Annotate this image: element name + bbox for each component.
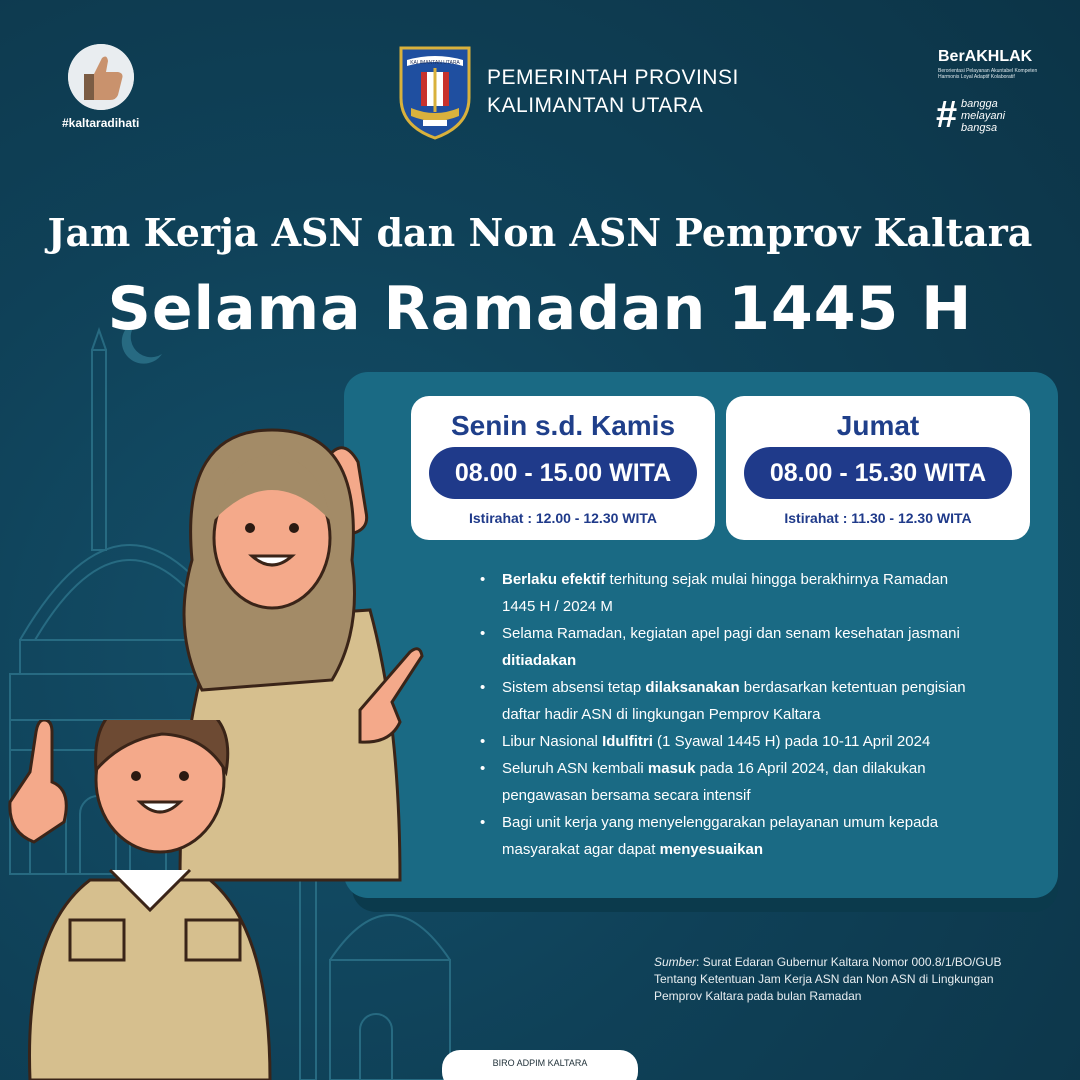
list-item (480, 674, 980, 728)
point-text: berdasarkan ketentuan pengisian daftar hadir ASN di lingkungan Pemprov Kaltara (502, 679, 966, 723)
page-title-line1: Jam Kerja ASN dan Non ASN Pemprov Kaltara (47, 210, 1033, 255)
source-text: : Surat Edaran Gubernur Kaltara Nomor 000.8/1/BO/GUB Tentang Ketentuan Jam Kerja ASN dan Non ASN di Lingkungan Pemprov Kaltara pada bulan Ramadan (654, 955, 1002, 1003)
point-text: Selama Ramadan, kegiatan apel pagi dan senam kesehatan jasmani (502, 625, 960, 642)
point-text: pada 16 April 2024, dan dilakukan pengawasan bersama secara intensif (502, 760, 926, 804)
list-item (480, 620, 980, 674)
list-item (480, 566, 980, 620)
point-text: Bagi unit kerja yang menyelenggarakan pelayanan umum kepada masyarakat agar dapat (502, 814, 939, 858)
berakhlak-tagline: Berorientasi Pelayanan Akuntabel Kompeten Harmonis Loyal Adaptif Kolaboratif (938, 68, 1038, 80)
thumbs-up-badge (68, 44, 134, 110)
point-text: terhitung sejak mulai hingga berakhirnya Ramadan 1445 H / 2024 M (502, 571, 949, 615)
point-bold: Idulfitri (602, 733, 653, 750)
thumbs-up-icon (68, 44, 134, 110)
point-bold: dilaksanakan (645, 679, 740, 696)
source-label: Sumber (654, 955, 697, 969)
bangga-melayani-bangsa (961, 98, 1005, 134)
point-bold: masuk (647, 760, 696, 777)
schedule-break-time: Istirahat : 12.00 - 12.30 WITA (468, 510, 658, 526)
gov-title-line2: KALIMANTAN UTARA (487, 94, 704, 117)
bangga-line2: melayani (961, 110, 1006, 122)
bangga-line1: bangga (961, 98, 998, 110)
point-text: (1 Syawal 1445 H) pada 10-11 April 2024 (652, 733, 931, 750)
berakhlak-logo: BerAKHLAK (938, 48, 1033, 65)
schedule-break-time: Istirahat : 11.30 - 12.30 WITA (784, 510, 972, 526)
list-item (480, 755, 980, 809)
source-note (654, 954, 1034, 1005)
point-text: Sistem absensi tetap (502, 679, 646, 696)
point-bold: ditiadakan (502, 652, 577, 669)
man-illustration (0, 720, 300, 1080)
gov-title-line1: PEMERINTAH PROVINSI (487, 66, 739, 89)
policy-points-list (480, 566, 980, 863)
provincial-crest-icon (397, 42, 473, 140)
schedule-hours-pill: 08.00 - 15.30 WITA (744, 447, 1012, 499)
bangga-line3: bangsa (961, 122, 998, 134)
footer-credit: BIRO ADPIM KALTARA (492, 1058, 588, 1068)
point-bold: Berlaku efektif (502, 571, 606, 588)
schedule-hours-pill: 08.00 - 15.00 WITA (429, 447, 697, 499)
crest-banner-text: KALIMANTAN UTARA (410, 60, 460, 66)
list-item (480, 728, 980, 755)
point-text: Libur Nasional (502, 733, 603, 750)
schedule-day-label: Senin s.d. Kamis (450, 410, 676, 441)
page-title-line2: Selama Ramadan 1445 H (107, 274, 973, 344)
hashtag-kaltaradihati: #kaltaradihati (62, 116, 140, 130)
point-bold: menyesuaikan (659, 841, 763, 858)
schedule-day-label: Jumat (836, 410, 920, 441)
schedule-card-mon-thu (411, 396, 715, 540)
bangga-hash-icon: # (936, 94, 958, 136)
schedule-card-friday (726, 396, 1030, 540)
list-item (480, 809, 980, 863)
point-text: Seluruh ASN kembali (502, 760, 648, 777)
